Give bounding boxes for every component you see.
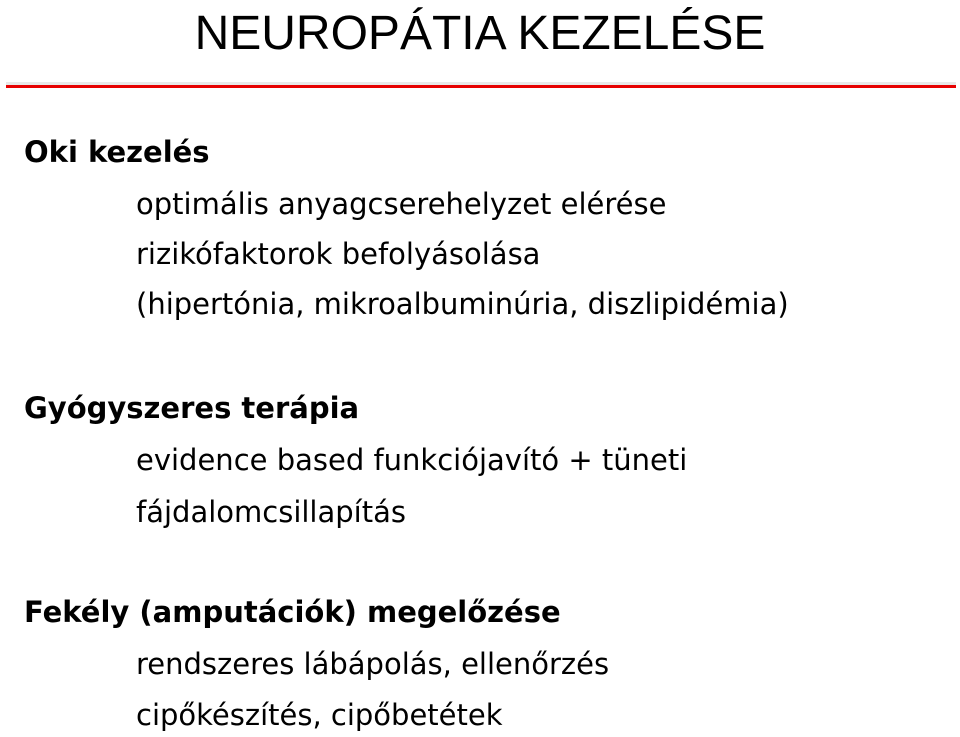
section-heading-gyogyszeres-terapia: Gyógyszeres terápia <box>24 391 360 425</box>
list-item: evidence based funkciójavító + tüneti <box>136 443 688 477</box>
list-item: cipőkészítés, cipőbetétek <box>136 698 503 732</box>
section-heading-oki-kezeles: Oki kezelés <box>24 135 210 169</box>
list-item: fájdalomcsillapítás <box>136 495 406 529</box>
title-divider <box>6 85 956 88</box>
list-item: rizikófaktorok befolyásolása <box>136 237 541 271</box>
list-item: rendszeres lábápolás, ellenőrzés <box>136 647 610 681</box>
section-heading-fekely-megelozese: Fekély (amputációk) megelőzése <box>24 595 561 629</box>
list-item: optimális anyagcserehelyzet elérése <box>136 187 667 221</box>
page-title: NEUROPÁTIA KEZELÉSE <box>194 7 766 60</box>
list-item: (hipertónia, mikroalbuminúria, diszlipidémia) <box>136 287 789 321</box>
